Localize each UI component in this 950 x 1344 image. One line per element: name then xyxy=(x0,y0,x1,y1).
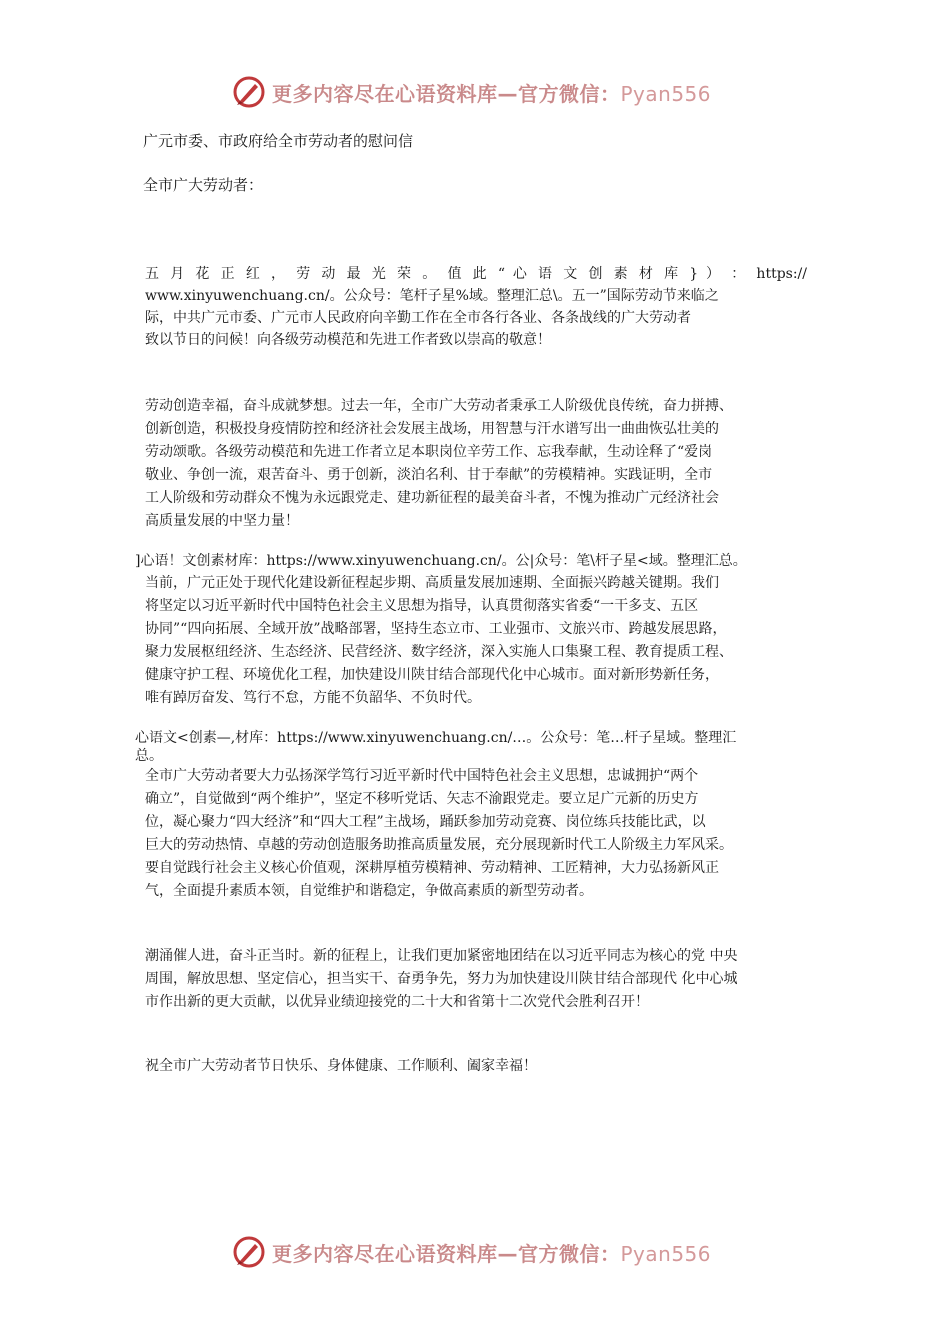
paragraph-line: 劳动颂歌。各级劳动模范和先进工作者立足本职岗位辛劳工作、忘我奉献，生动诠释了“爱岗 xyxy=(145,444,713,460)
salutation: 全市广大劳动者： xyxy=(143,176,264,194)
paragraph-line: 当前，广元正处于现代化建设新征程起步期、高质量发展加速期、全面振兴跨越关键期。我们 xyxy=(145,575,719,591)
watermark-line: 总。 xyxy=(135,748,163,764)
wechat-id: Pyan556 xyxy=(620,1242,712,1266)
footer-banner xyxy=(0,1232,950,1272)
paragraph-line: 五 月 花 正 红 ， 劳 动 最 光 荣 。 值 此 “ 心 语 文 创 素 材 库 } ） ： https:// xyxy=(145,266,807,282)
paragraph-line: 致以节日的问候！向各级劳动模范和先进工作者致以崇高的敬意！ xyxy=(145,332,551,348)
paragraph-line: 高质量发展的中坚力量！ xyxy=(145,513,299,529)
paragraph-line: 巨大的劳动热情、卓越的劳动创造服务助推高质量发展，充分展现新时代工人阶级主力军风采。 xyxy=(145,837,733,853)
paragraph-line: 确立”，自觉做到“两个维护”，坚定不移听党话、矢志不渝跟党走。要立足广元新的历史方 xyxy=(145,791,699,807)
paragraph-line: 健康守护工程、环境优化工程，加快建设川陕甘结合部现代化中心城市。面对新形势新任务， xyxy=(145,667,719,683)
paragraph-line: 聚力发展枢纽经济、生态经济、民营经济、数字经济，深入实施人口集聚工程、教育提质工程、 xyxy=(145,644,733,660)
paragraph-line: 要自觉践行社会主义核心价值观，深耕厚植劳模精神、劳动精神、工匠精神，大力弘扬新风正 xyxy=(145,860,719,876)
paragraph-line: 际，中共广元市委、广元市人民政府向辛勤工作在全市各行各业、各条战线的广大劳动者 xyxy=(145,310,691,326)
paragraph-line: 协同”“四向拓展、全域开放”战略部署，坚持生态立市、工业强市、文旅兴市、跨越发展思路， xyxy=(145,621,727,637)
watermark-line: ]心语！文创素材库：https://www.xinyuwenchuang.cn/。公|众号：笔\杆子星<域。整理汇总。 xyxy=(135,553,747,569)
paragraph-line: 工人阶级和劳动群众不愧为永远跟党走、建功新征程的最美奋斗者，不愧为推动广元经济社会 xyxy=(145,490,719,506)
paragraph-line: 位，凝心聚力“四大经济”和“四大工程”主战场，踊跃参加劳动竞赛、岗位练兵技能比武，以 xyxy=(145,814,706,830)
paragraph-line: 敬业、争创一流，艰苦奋斗、勇于创新，淡泊名利、甘于奉献”的劳模精神。实践证明，全市 xyxy=(145,467,713,483)
quill-logo-icon xyxy=(231,1234,267,1270)
paragraph-line: 全市广大劳动者要大力弘扬深学笃行习近平新时代中国特色社会主义思想，忠诚拥护“两个 xyxy=(145,768,699,784)
paragraph-line: 市作出新的更大贡献，以优异业绩迎接党的二十大和省第十二次党代会胜利召开！ xyxy=(145,994,649,1010)
banner-text: 更多内容尽在心语资料库—官方微信：Pyan556 xyxy=(272,82,712,106)
paragraph-line: 气，全面提升素质本领，自觉维护和谐稳定，争做高素质的新型劳动者。 xyxy=(145,883,593,899)
wechat-id: Pyan556 xyxy=(620,82,712,106)
watermark-line: 心语文<创素—,材库：https://www.xinyuwenchuang.cn/…。公众号：笔…杆子星域。整理汇 xyxy=(135,730,737,746)
header-banner xyxy=(0,72,950,112)
paragraph-line: 唯有踔厉奋发、笃行不怠，方能不负韶华、不负时代。 xyxy=(145,690,481,706)
document-title: 广元市委、市政府给全市劳动者的慰问信 xyxy=(143,132,414,150)
quill-logo-icon xyxy=(231,74,267,110)
closing-line: 祝全市广大劳动者节日快乐、身体健康、工作顺利、阖家幸福！ xyxy=(145,1058,537,1074)
paragraph-line: 潮涌催人进，奋斗正当时。新的征程上，让我们更加紧密地团结在以习近平同志为核心的党 中央 xyxy=(145,948,738,964)
banner-text: 更多内容尽在心语资料库—官方微信：Pyan556 xyxy=(272,1242,712,1266)
paragraph-line: 周围，解放思想、坚定信心，担当实干、奋勇争先，努力为加快建设川陕甘结合部现代 化中心城 xyxy=(145,971,738,987)
paragraph-line: 将坚定以习近平新时代中国特色社会主义思想为指导，认真贯彻落实省委“一干多支、五区 xyxy=(145,598,699,614)
paragraph-line: 劳动创造幸福，奋斗成就梦想。过去一年，全市广大劳动者秉承工人阶级优良传统，奋力拼搏、 xyxy=(145,398,733,414)
paragraph-line: www.xinyuwenchuang.cn/。公众号：笔杆子星%域。整理汇总\。五一”国际劳动节来临之 xyxy=(145,288,719,304)
paragraph-line: 创新创造，积极投身疫情防控和经济社会发展主战场，用智慧与汗水谱写出一曲曲恢弘壮美的 xyxy=(145,421,719,437)
